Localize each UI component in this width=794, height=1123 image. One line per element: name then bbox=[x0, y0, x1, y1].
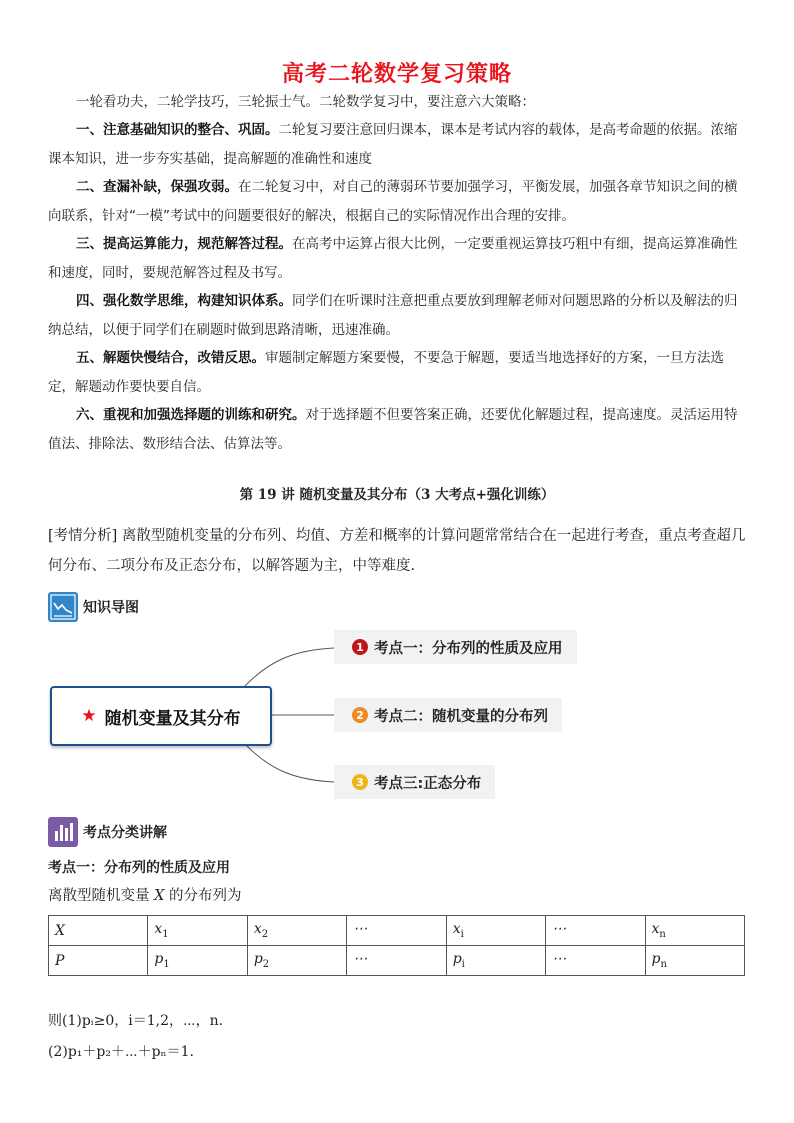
strategy-4-text: 同学们在听课时注意把重点要放到理解老师对问题思路的分析以及解法的归纳总结，以便于同学们在刷题时做到思路清晰，迅速准确。 bbox=[48, 293, 738, 338]
table-cell: ⋯ bbox=[546, 916, 645, 946]
distribution-table bbox=[48, 915, 745, 976]
table-row bbox=[49, 946, 745, 976]
strategy-5 bbox=[48, 344, 748, 402]
number-3-icon: 3 bbox=[352, 774, 368, 790]
section-explanation bbox=[48, 817, 167, 847]
table-cell: $x_1$ bbox=[148, 916, 247, 946]
table-row bbox=[49, 916, 745, 946]
page-title: 高考二轮数学复习策略 bbox=[281, 62, 512, 87]
mindmap-central-node bbox=[50, 686, 272, 746]
topic-1-desc-suffix: 的分布列为 bbox=[164, 888, 242, 904]
strategy-2 bbox=[48, 173, 748, 231]
table-cell: $x_i$ bbox=[446, 916, 545, 946]
intro-paragraph: 一轮看功夫，二轮学技巧，三轮振士气。二轮数学复习中，要注意六大策略： bbox=[76, 94, 535, 110]
topic-1-description bbox=[48, 884, 242, 905]
strategy-1 bbox=[48, 116, 748, 174]
mindmap-central-label: 随机变量及其分布 bbox=[104, 708, 241, 729]
strategy-5-text: 审题制定解题方案要慢，不要急于解题，要适当地选择好的方案，一旦方法选定，解题动作要快要自信。 bbox=[48, 350, 724, 395]
table-cell: X bbox=[49, 916, 148, 946]
table-cell: ⋯ bbox=[347, 946, 446, 976]
strategy-2-text: 在二轮复习中，对自己的薄弱环节要加强学习，平衡发展，加强各章节知识之间的横向联系，针对“一模”考试中的问题要很好的解决，根据自己的实际情况作出合理的安排。 bbox=[48, 179, 738, 224]
table-cell: $p_2$ bbox=[247, 946, 346, 976]
star-icon: ★ bbox=[81, 706, 97, 726]
strategy-4 bbox=[48, 287, 748, 345]
section-knowledge-map bbox=[48, 592, 139, 622]
topic-1-title: 考点一：分布列的性质及应用 bbox=[48, 860, 230, 876]
section-knowledge-map-label: 知识导图 bbox=[83, 600, 139, 616]
table-cell: $p_1$ bbox=[148, 946, 247, 976]
strategy-2-heading: 二、查漏补缺，保强攻弱。 bbox=[76, 179, 238, 195]
exam-analysis: [考情分析] 离散型随机变量的分布列、均值、方差和概率的计算问题常常结合在一起进行考查，重点考查超几何分布、二项分布及正态分布，以解答题为主，中等难度. bbox=[48, 528, 746, 574]
strategy-4-heading: 四、强化数学思维，构建知识体系。 bbox=[76, 293, 292, 309]
mindmap-node-1 bbox=[334, 630, 577, 664]
mindmap-node-3 bbox=[334, 765, 495, 799]
strategy-6 bbox=[48, 401, 748, 459]
table-cell: $p_i$ bbox=[446, 946, 545, 976]
strategy-1-text: 二轮复习要注意回归课本，课本是考试内容的载体，是高考命题的依据。浓缩课本知识，进一步夯实基础，提高解题的准确性和速度 bbox=[48, 122, 738, 167]
formula-1: 则(1)pᵢ≥0，i＝1,2，⋯，n. bbox=[48, 1013, 224, 1029]
strategy-1-heading: 一、注意基础知识的整合、巩固。 bbox=[76, 122, 279, 138]
table-cell: ⋯ bbox=[546, 946, 645, 976]
lecture-title: 第 19 讲 随机变量及其分布（3 大考点+强化训练） bbox=[239, 487, 555, 503]
table-cell: $x_n$ bbox=[645, 916, 744, 946]
section-explanation-label: 考点分类讲解 bbox=[83, 825, 167, 841]
strategy-6-text: 对于选择题不但要答案正确，还要优化解题过程，提高速度。灵活运用特值法、排除法、数形结合法、估算法等。 bbox=[48, 407, 738, 452]
table-cell: $x_2$ bbox=[247, 916, 346, 946]
number-2-icon: 2 bbox=[352, 707, 368, 723]
table-cell: P bbox=[49, 946, 148, 976]
strategy-3-heading: 三、提高运算能力，规范解答过程。 bbox=[76, 236, 292, 252]
number-1-icon: 1 bbox=[352, 639, 368, 655]
line-chart-icon bbox=[48, 592, 78, 622]
table-cell: ⋯ bbox=[347, 916, 446, 946]
bar-chart-icon bbox=[48, 817, 78, 847]
table-cell: $p_n$ bbox=[645, 946, 744, 976]
mindmap-node-3-label: 考点三:正态分布 bbox=[374, 775, 482, 792]
topic-1-desc-prefix: 离散型随机变量 bbox=[48, 888, 155, 904]
strategy-5-heading: 五、解题快慢结合，改错反思。 bbox=[76, 350, 265, 366]
mindmap-node-2 bbox=[334, 698, 562, 732]
topic-1-desc-variable: X bbox=[154, 888, 165, 904]
mindmap-node-1-label: 考点一：分布列的性质及应用 bbox=[374, 640, 563, 657]
strategy-3-text: 在高考中运算占很大比例，一定要重视运算技巧粗中有细，提高运算准确性和速度，同时，要规范解答过程及书写。 bbox=[48, 236, 738, 281]
mindmap-node-2-label: 考点二：随机变量的分布列 bbox=[374, 708, 548, 725]
strategy-3 bbox=[48, 230, 748, 288]
formula-2: (2)p₁＋p₂＋⋯＋pₙ＝1. bbox=[48, 1044, 194, 1060]
strategy-6-heading: 六、重视和加强选择题的训练和研究。 bbox=[76, 407, 306, 423]
